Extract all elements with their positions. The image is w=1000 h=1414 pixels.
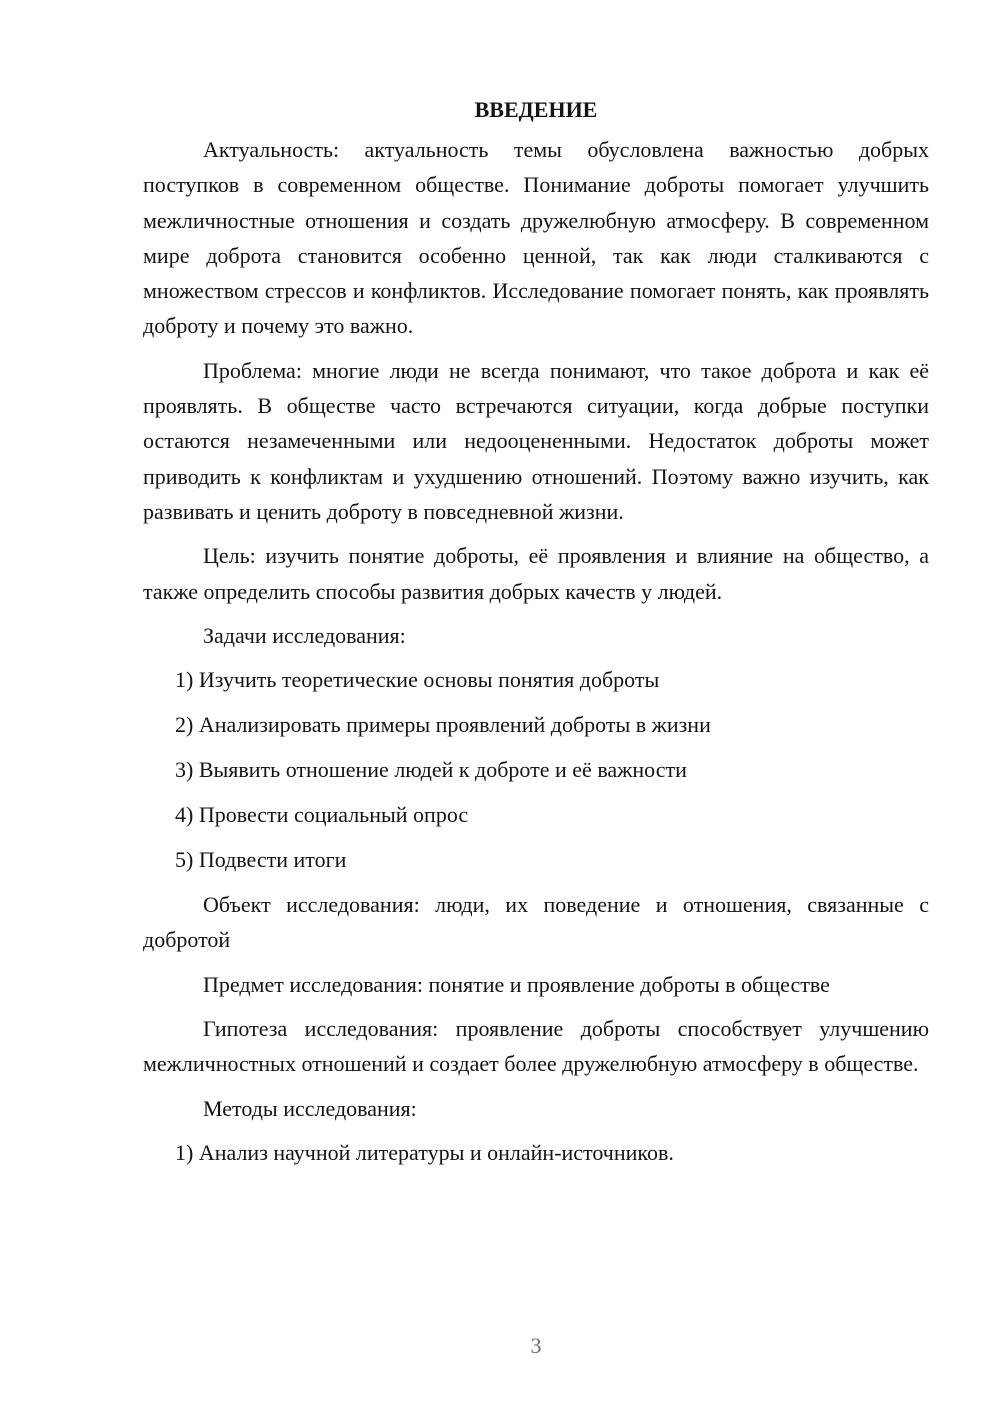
methods-heading: Методы исследования:	[203, 1095, 417, 1121]
paragraph-subject: Предмет исследования: понятие и проявление доброты в обществе	[203, 971, 830, 997]
section-title: ВВЕДЕНИЕ	[474, 97, 598, 122]
paragraph-relevance: Актуальность: актуальность темы обусловлена важностью добрых поступков в современном обществе. Понимание доброты помогает улучшить межличностные отношения и создать дружелюбную атмосферу. В современном мире доброта становится особенно ценной, так как люди сталкиваются с множеством стрессов и конфликтов. Исследование помогает понять, как проявлять доброту и почему это важно.	[143, 137, 929, 339]
paragraph-goal: Цель: изучить понятие доброты, её проявления и влияние на общество, а также определить способы развития добрых качеств у людей.	[143, 543, 929, 604]
paragraph-problem: Проблема: многие люди не всегда понимают, что такое доброта и как её проявлять. В обществе часто встречаются ситуации, когда добрые поступки остаются незамеченными или недооцененными. Недостаток доброты может приводить к конфликтам и ухудшению отношений. Поэтому важно изучить, как развивать и ценить доброту в повседневной жизни.	[143, 357, 929, 524]
page-content	[143, 94, 929, 1180]
paragraph-hypothesis: Гипотеза исследования: проявление доброты способствует улучшению межличностных отношений и создает более дружелюбную атмосферу в обществе.	[143, 1015, 929, 1077]
task-item-1: 1) Изучить теоретические основы понятия доброты	[175, 667, 660, 693]
method-item-1: 1) Анализ научной литературы и онлайн-источников.	[175, 1139, 674, 1165]
task-item-5: 5) Подвести итоги	[175, 847, 347, 873]
task-item-4: 4) Провести социальный опрос	[175, 802, 469, 828]
task-item-2: 2) Анализировать примеры проявлений доброты в жизни	[175, 712, 711, 738]
task-item-3: 3) Выявить отношение людей к доброте и её важности	[175, 757, 687, 783]
tasks-heading: Задачи исследования:	[203, 622, 406, 648]
page-number: 3	[530, 1333, 542, 1358]
paragraph-object: Объект исследования: люди, их поведение и отношения, связанные с добротой	[143, 892, 929, 953]
